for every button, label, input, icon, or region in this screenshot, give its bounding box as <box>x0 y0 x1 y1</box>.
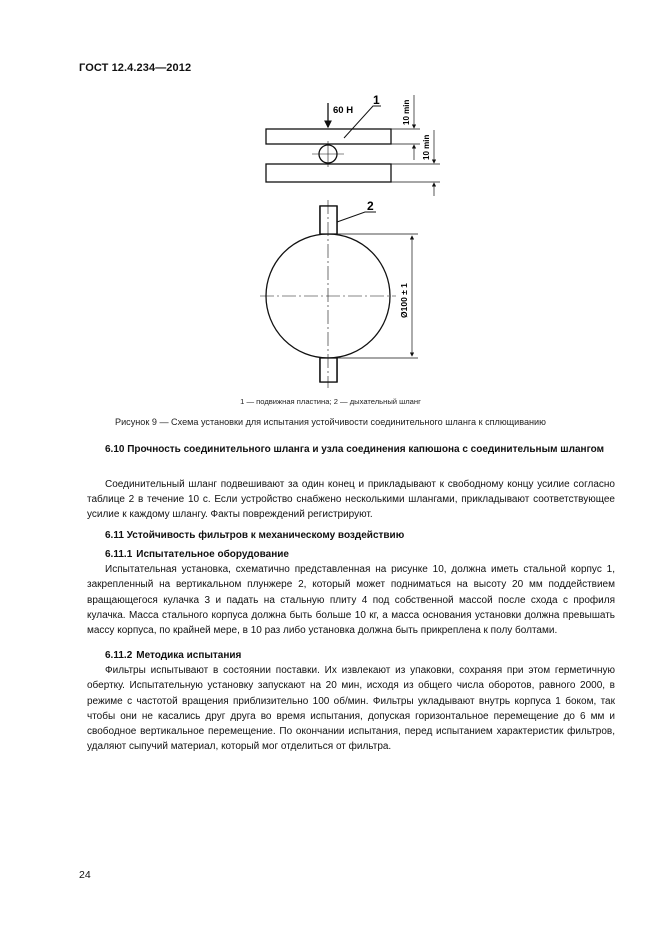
fixed-plate <box>266 164 391 182</box>
subsection-heading <box>87 547 615 562</box>
section-6-11-1 <box>87 547 615 638</box>
subsection-number: 6.11.1 <box>105 549 133 560</box>
section-6-11-2 <box>87 648 615 754</box>
dim-diameter: Ø100 ± 1 <box>399 283 409 318</box>
section-heading: 6.11 Устойчивость фильтров к механическому воздействию <box>105 530 405 541</box>
subsection-title: Методика испытания <box>136 650 242 661</box>
paragraph: Соединительный шланг подвешивают за один конец и прикладывают к свободному концу усилие согласно таблице 2 в течение 10 с. Если устройство снабжено несколькими шлангами, прикладывают соответствующее усилие к каждому шлангу. Факты повреждений регистрируют. <box>87 479 615 521</box>
callout-2: 2 <box>367 199 374 213</box>
figure-caption: Рисунок 9 — Схема установки для испытания устойчивости соединительного шланга к сплющиванию <box>115 417 546 427</box>
section-6-11 <box>87 528 615 543</box>
paragraph: Фильтры испытывают в состоянии поставки. Их извлекают из упаковки, сохраняя при этом герметичную обертку. Испытательную установку запускают на 20 мин, исходя из общего числа оборотов, равного 2000, в режиме с частотой вращения приблизительно 100 об/мин. Фильтры укладывают внутрь корпуса 1 боком, так чтобы они не касались друг друга во время испытания, допуская горизонтальное перемещение до 6 мм и свободное вертикальное перемещение. По окончании испытания, перед испытанием характеристик фильтров, удаляют сыпучий материал, который мог отделиться от фильтра. <box>87 665 615 753</box>
section-6-10-body <box>87 477 615 523</box>
subsection-heading <box>87 648 615 663</box>
movable-plate <box>266 129 391 144</box>
dim-gap: 10 min <box>422 134 431 160</box>
callout-1: 1 <box>373 93 380 107</box>
dim-plate-thickness: 10 min <box>402 99 411 125</box>
subsection-title: Испытательное оборудование <box>136 549 289 560</box>
page-number: 24 <box>79 869 91 881</box>
paragraph: Испытательная установка, схематично представленная на рисунке 10, должна иметь стальной корпус 1, закрепленный на вертикальном плунжере 2, который может подниматься на высоту 20 мм поддействием вращающегося кулачка 3 и падать на стальную плиту 4 под собственной массой после схода с профиля кулачка. Масса стального корпуса должна быть больше 10 кг, а масса основания установки должна превышать массу корпуса, по крайней мере, в 10 раз либо установка должна быть прикреплена к полу болтами. <box>87 564 615 637</box>
subsection-number: 6.11.2 <box>105 650 133 661</box>
section-6-10 <box>87 442 615 457</box>
figure-legend: 1 — подвижная пластина; 2 — дыхательный шланг <box>240 397 421 406</box>
force-label: 60 Н <box>333 105 354 116</box>
document-header: ГОСТ 12.4.234—2012 <box>79 62 192 74</box>
section-heading: 6.10 Прочность соединительного шланга и узла соединения капюшона с соединительным шлангом <box>105 444 604 455</box>
test-setup-diagram <box>0 0 661 400</box>
